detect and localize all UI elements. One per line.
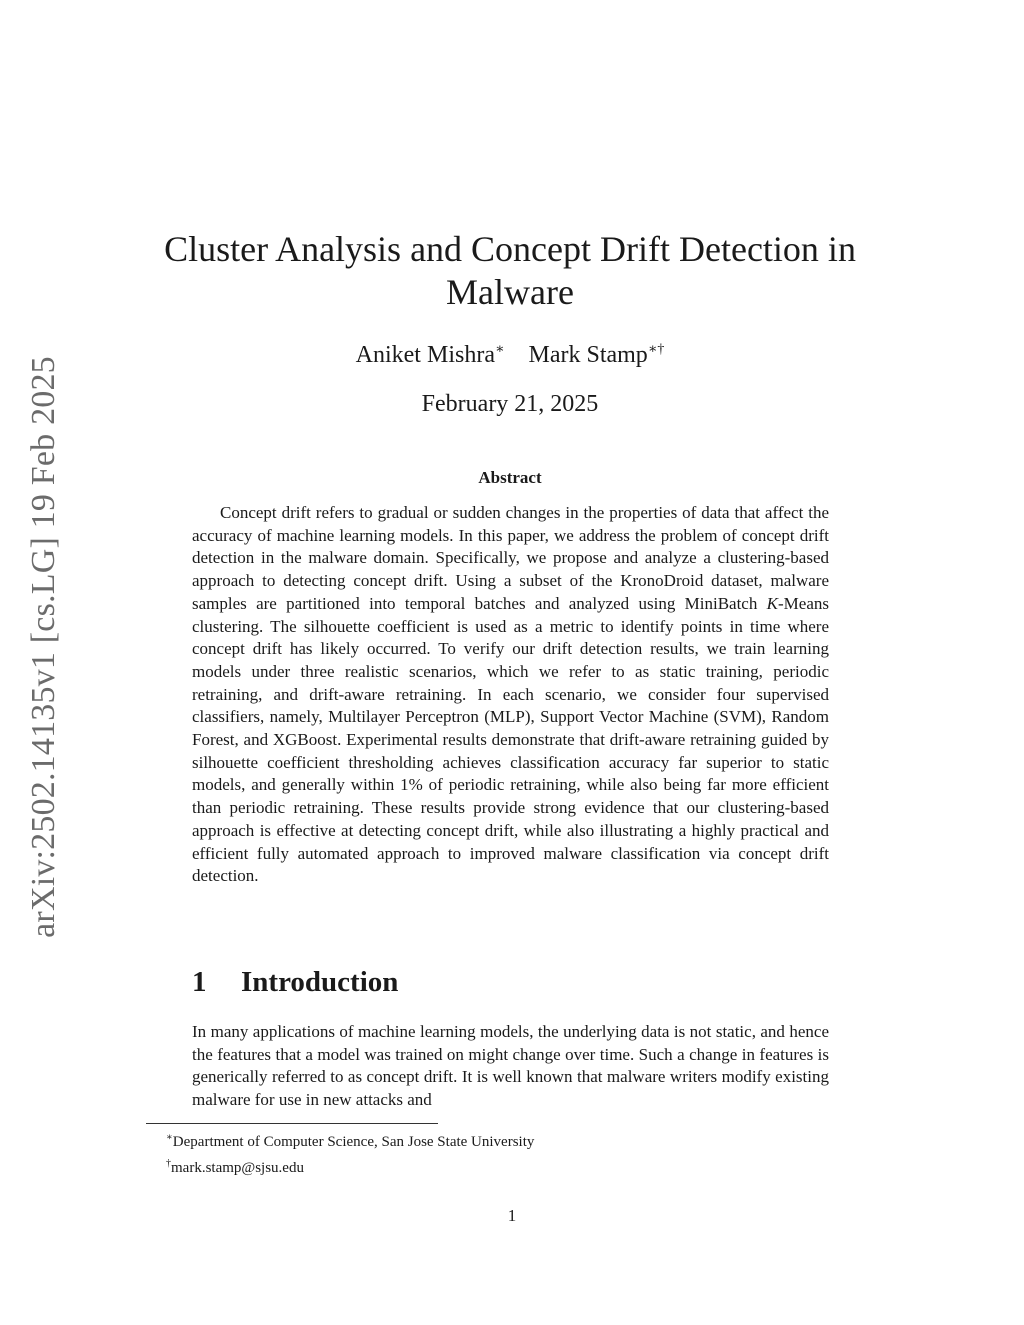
k-symbol: K (766, 593, 779, 613)
author-2-affiliation-mark: ∗† (647, 342, 665, 357)
author-list (150, 341, 870, 369)
footnote-text: mark.stamp@sjsu.edu (171, 1160, 304, 1176)
abstract-text (192, 502, 829, 888)
paper-title: Cluster Analysis and Concept Drift Detection in Malware (164, 229, 856, 312)
abstract-heading: Abstract (478, 468, 542, 487)
introduction-paragraph: In many applications of machine learning models, the underlying data is not static, and hence the features that a model was trained on might change over time. Such a change in features is generically referred to as concept drift. It is well known that malware writers modify existing malware for use in new attacks and (192, 1022, 829, 1110)
section-heading-introduction (192, 966, 398, 999)
abstract-text-part-2: -Means clustering. The silhouette coefficient is used as a metric to identify points in time where concept drift has likely occurred. To verify our drift detection results, we train learning models under three realistic scenarios, which we refer to as static training, periodic retraining, and drift-aware retraining. In each scenario, we consider four supervised classifiers, namely, Multilayer Perceptron (MLP), Support Vector Machine (SVM), Random Forest, and XGBoost. Experimental results demonstrate that drift-aware retraining guided by silhouette coefficient thresholding achieves classification accuracy far superior to static models, and generally within 1% of periodic retraining, while also being far more efficient than periodic retraining. These results provide strong evidence that our clustering-based approach is effective at detecting concept drift, while also illustrating a highly practical and efficient fully automated approach to improved malware classification via concept drift detection. (192, 593, 829, 886)
footnotes (166, 1127, 534, 1179)
footnote-email (166, 1153, 534, 1179)
footnote-affiliation (166, 1127, 534, 1153)
author-2 (528, 342, 664, 368)
publication-date: February 21, 2025 (421, 391, 599, 417)
arxiv-identifier-stamp: arXiv:2502.14135v1 [cs.LG] 19 Feb 2025 (25, 356, 62, 938)
footnote-text: Department of Computer Science, San Jose State University (172, 1134, 535, 1150)
abstract-text-part-1: Concept drift refers to gradual or sudden changes in the properties of data that affect the accuracy of machine learning models. In this paper, we address the problem of concept drift detection in the malware domain. Specifically, we propose and analyze a clustering-based approach to detecting concept drift. Using a subset of the KronoDroid dataset, malware samples are partitioned into temporal batches and analyzed using MiniBatch (192, 503, 829, 613)
footnote-mark: † (166, 1158, 171, 1169)
author-1-name: Aniket Mishra (355, 342, 495, 368)
author-2-name: Mark Stamp (528, 342, 648, 368)
page-number: 1 (507, 1206, 517, 1225)
author-1 (356, 342, 505, 368)
footnote-mark: ∗ (166, 1132, 173, 1143)
section-number: 1 (192, 966, 207, 998)
section-title: Introduction (241, 966, 399, 998)
author-1-affiliation-mark: ∗ (494, 342, 505, 357)
footnote-divider (146, 1123, 438, 1124)
